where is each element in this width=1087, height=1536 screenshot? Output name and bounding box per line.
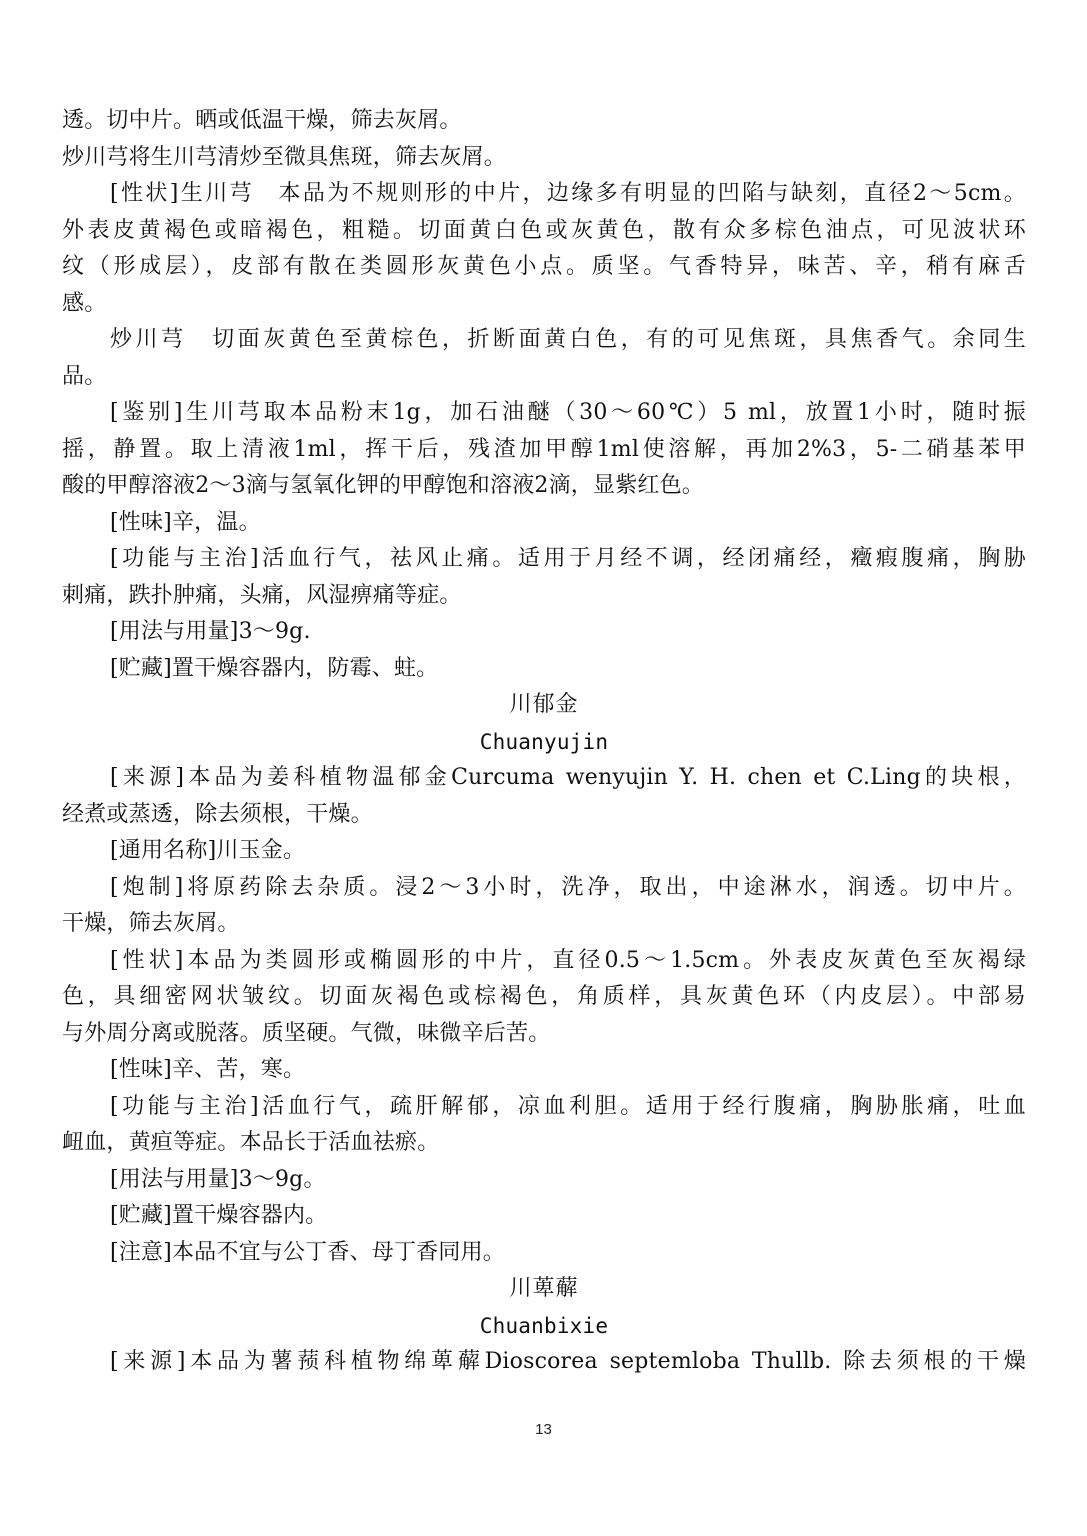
text-line: 感。 [62,290,107,316]
section-nature-flavor: [性味]辛，温。 [110,509,261,535]
text-line: 与外周分离或脱落。质坚硬。气微，味微辛后苦。 [62,1020,551,1046]
text-line: 纹（形成层），皮部有散在类圆形灰黄色小点。质坚。气香特异，味苦、辛，稍有麻舌 [62,254,1026,279]
text-line: 摇，静置。取上清液1ml，挥干后，残渣加甲醇1ml使溶解，再加2%3，5-二硝基苯甲 [62,436,1026,462]
text-line: 干燥，筛去灰屑。 [62,911,240,936]
section-dosage: [用法与用量]3～9g. [110,619,311,644]
text-line: 透。切中片。晒或低温干燥，筛去灰屑。 [62,108,462,133]
text-line: 酸的甲醇溶液2～3滴与氢氧化钾的甲醇饱和溶液2滴，显紫红色。 [62,473,704,498]
text-line: 品。 [62,363,107,389]
section-source: [来源]本品为姜科植物温郁金Curcuma wenyujin Y. H. chen et C.Ling的块根， [110,765,1026,790]
section-storage: [贮藏]置干燥容器内。 [110,1203,328,1228]
section-processing: [炮制]将原药除去杂质。浸2～3小时，洗净，取出，中途淋水，润透。切中片。 [110,874,1026,900]
text-line: 外表皮黄褐色或暗褐色，粗糙。切面黄白色或灰黄色，散有众多棕色油点，可见波状环 [62,217,1026,243]
entry-pinyin-chuanbixie: Chuanbixie [479,1313,609,1338]
section-common-name: [通用名称]川玉金。 [110,838,306,863]
entry-pinyin-chuanyujin: Chuanyujin [479,729,609,754]
text-line: 炒川芎将生川芎清炒至微具焦斑，筛去灰屑。 [62,144,507,170]
page-number: 13 [535,1421,552,1438]
section-caution: [注意]本品不宜与公丁香、母丁香同用。 [110,1239,505,1265]
entry-title-chuanyujin: 川郁金 [509,692,579,717]
section-functions: [功能与主治]活血行气，祛风止痛。适用于月经不调，经闭痛经，癥瘕腹痛，胸胁 [110,546,1026,571]
section-characteristics: [性状]本品为类圆形或椭圆形的中片，直径0.5～1.5cm。外表皮灰黄色至灰褐绿 [110,947,1026,973]
section-source: [来源]本品为薯蓣科植物绵萆薢Dioscorea septemloba Thullb. 除去须根的干燥 [110,1349,1026,1374]
text-line: 衄血，黄疸等症。本品长于活血祛瘀。 [62,1130,440,1155]
text-line: 经煮或蒸透，除去须根，干燥。 [62,801,373,827]
section-storage: [贮藏]置干燥容器内，防霉、蛀。 [110,655,439,681]
section-dosage: [用法与用量]3～9g。 [110,1166,326,1192]
text-line: 刺痛，跌扑肿痛，头痛，风湿痹痛等症。 [62,582,462,608]
section-identification: [鉴别]生川芎取本品粉末1g，加石油醚（30～60℃）5 ml，放置1小时，随时振 [110,400,1026,425]
text-line: 色，具细密网状皱纹。切面灰褐色或棕褐色，角质样，具灰黄色环（内皮层）。中部易 [62,984,1026,1009]
text-line: 炒川芎 切面灰黄色至黄棕色，折断面黄白色，有的可见焦斑，具焦香气。余同生 [110,327,1026,352]
section-characteristics: [性状]生川芎 本品为不规则形的中片，边缘多有明显的凹陷与缺刻，直径2～5cm。 [110,181,1026,206]
document-page [62,103,1026,1381]
entry-title-chuanbixie: 川萆薢 [509,1276,579,1301]
section-nature-flavor: [性味]辛、苦，寒。 [110,1057,306,1082]
section-functions: [功能与主治]活血行气，疏肝解郁，凉血利胆。适用于经行腹痛，胸胁胀痛，吐血 [110,1093,1026,1119]
